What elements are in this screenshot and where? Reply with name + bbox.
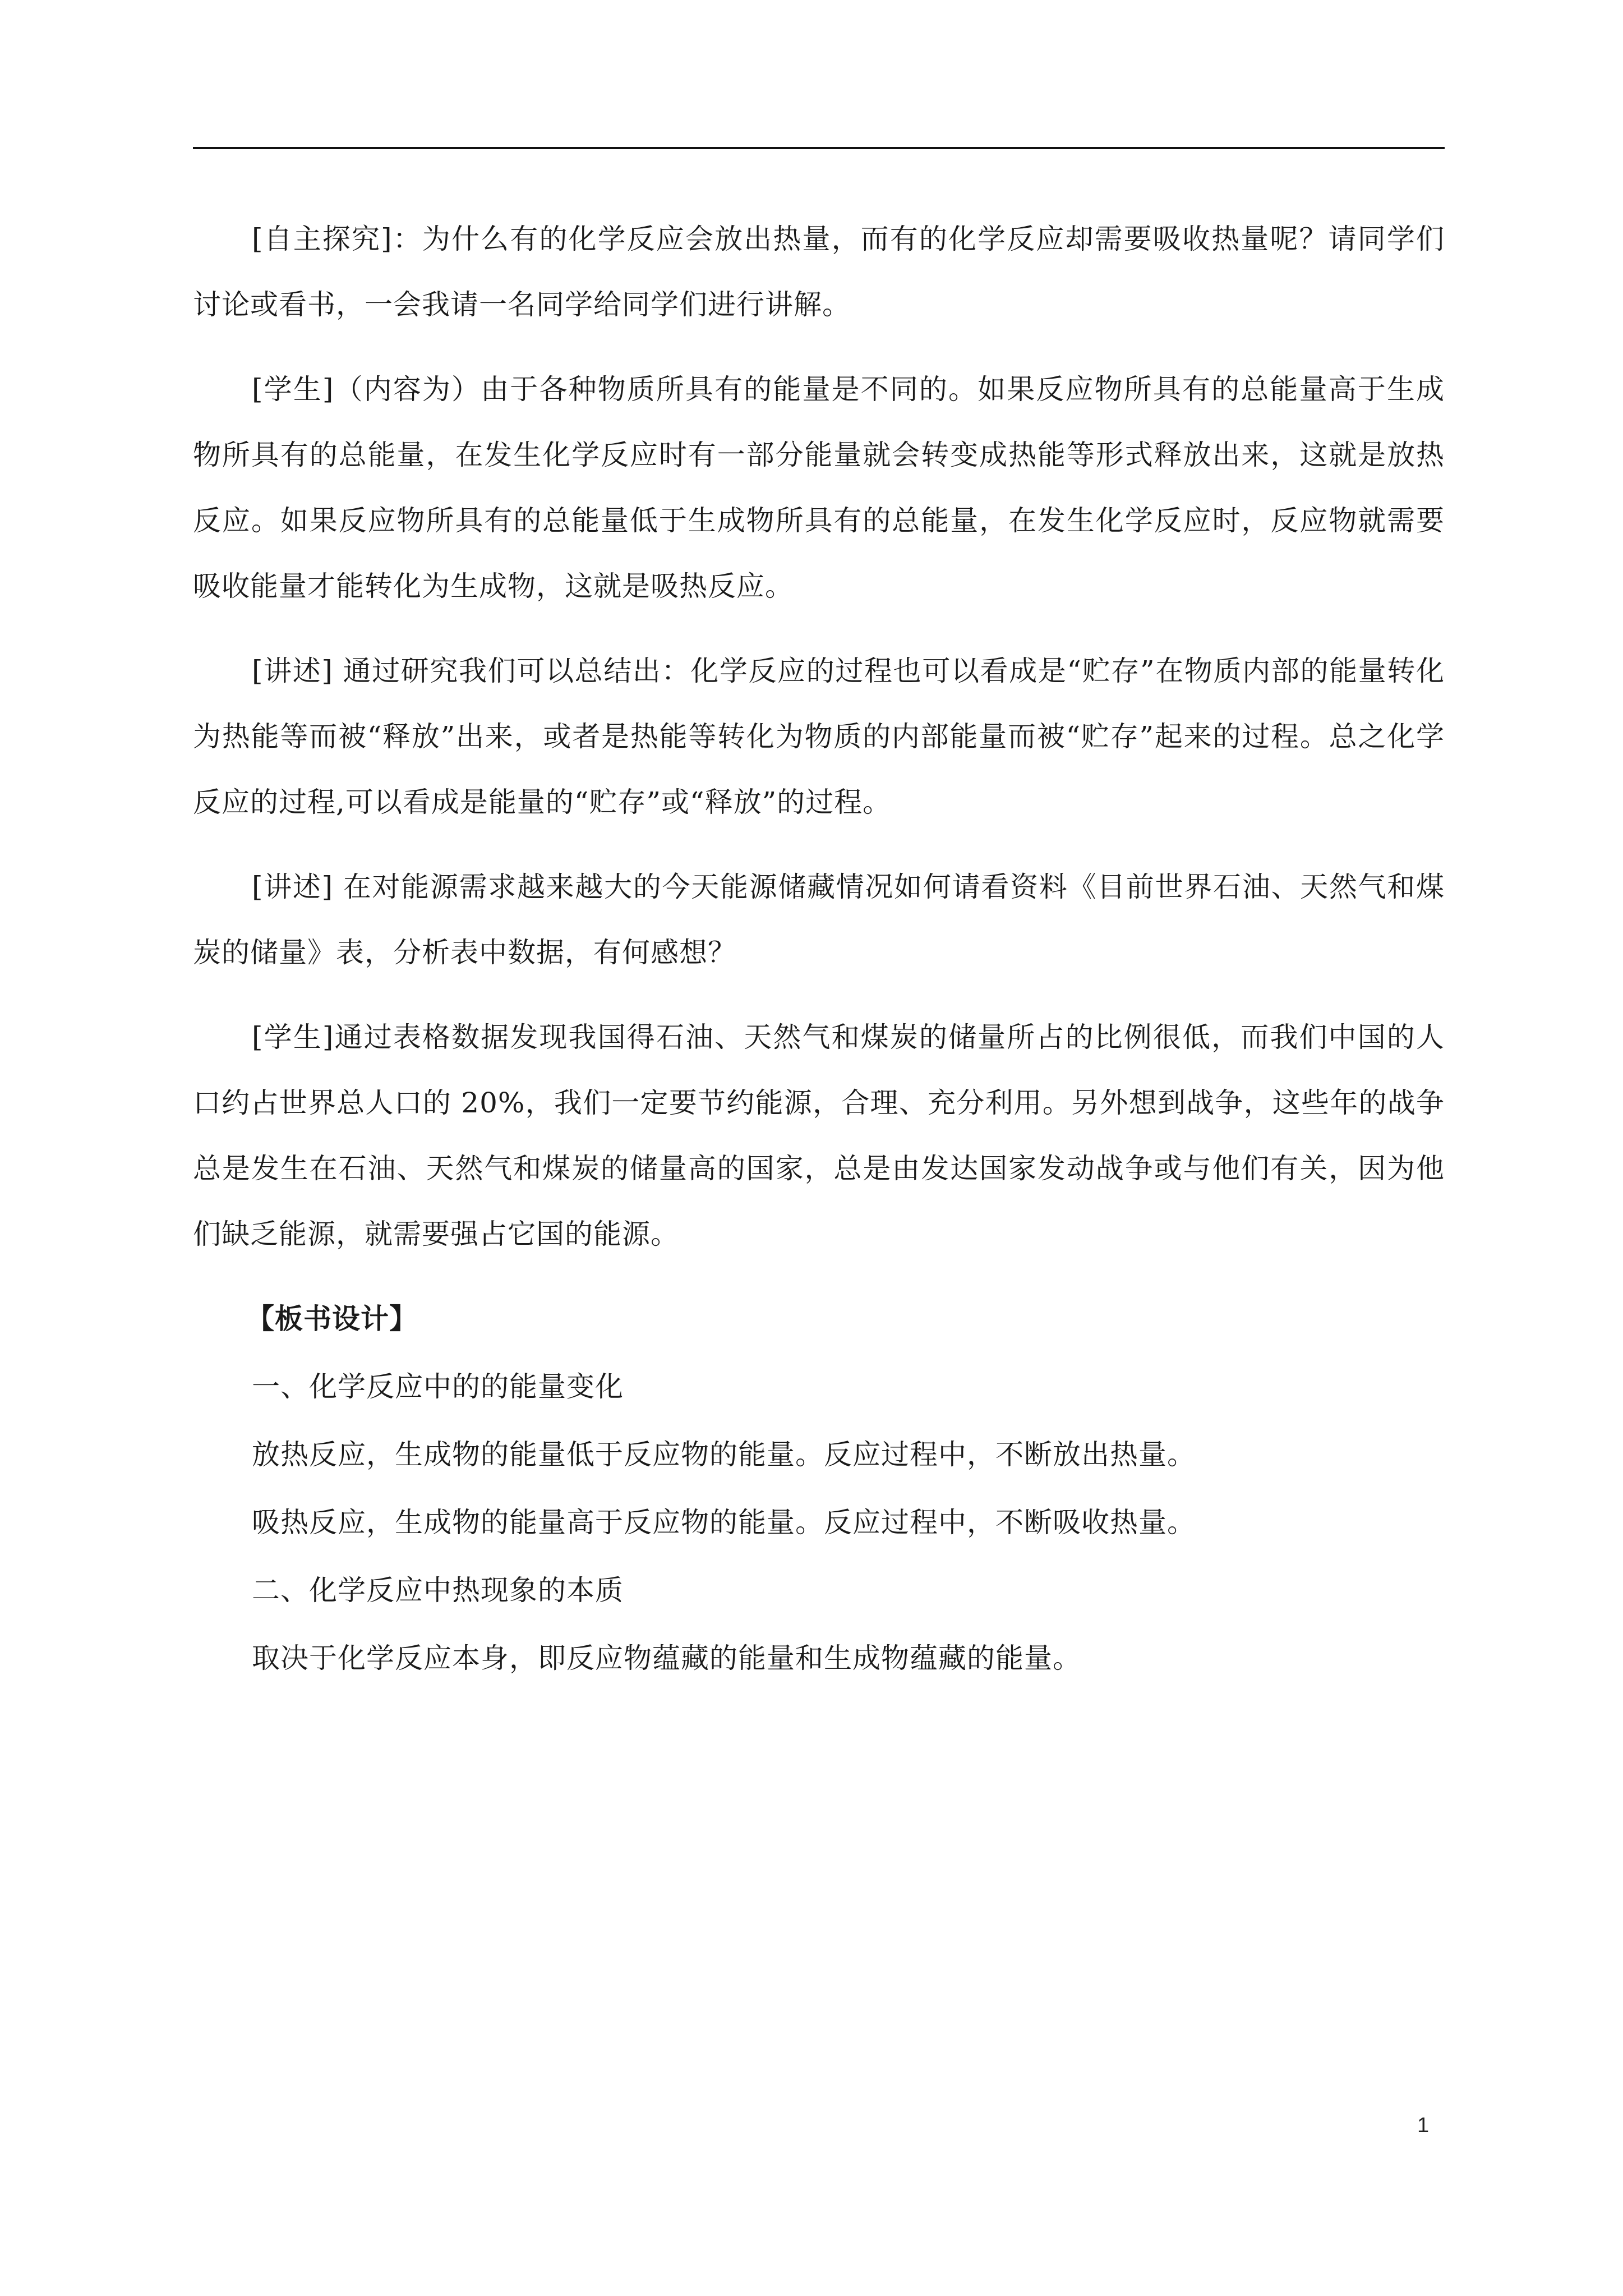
header-rule xyxy=(193,147,1445,149)
page-content xyxy=(193,206,1445,1691)
page-number: 1 xyxy=(1417,2114,1430,2137)
board-line-4: 二、化学反应中热现象的本质 xyxy=(252,1574,624,1607)
board-line-2: 放热反应，生成物的能量低于反应物的能量。反应过程中，不断放出热量。 xyxy=(252,1438,1196,1471)
board-design-section xyxy=(193,1286,1445,1691)
board-line-3: 吸热反应，生成物的能量高于反应物的能量。反应过程中，不断吸收热量。 xyxy=(252,1506,1196,1539)
paragraph-student-reflection: [学生]通过表格数据发现我国得石油、天然气和煤炭的储量所占的比例很低，而我们中国的人口约占世界总人口的 20%，我们一定要节约能源，合理、充分利用。另外想到战争，这些年的战争总是发生在石油、天然气和煤炭的储量高的国家，总是由发达国家发动战争或与他们有关，因为他们缺乏能源，就需要强占它国的能源。 xyxy=(193,1021,1445,1250)
paragraph-lecture-summary: [讲述] 通过研究我们可以总结出：化学反应的过程也可以看成是“贮存”在物质内部的能量转化为热能等而被“释放”出来，或者是热能等转化为物质的内部能量而被“贮存”起来的过程。总之化学反应的过程,可以看成是能量的“贮存”或“释放”的过程。 xyxy=(193,655,1445,818)
board-line-1: 一、化学反应中的的能量变化 xyxy=(252,1370,624,1403)
board-line-5: 取决于化学反应本身，即反应物蕴藏的能量和生成物蕴藏的能量。 xyxy=(252,1642,1081,1674)
paragraph-self-inquiry: [自主探究]：为什么有的化学反应会放出热量，而有的化学反应却需要吸收热量呢？请同学们讨论或看书，一会我请一名同学给同学们进行讲解。 xyxy=(193,223,1445,321)
paragraph-lecture-energy-reserves: [讲述] 在对能源需求越来越大的今天能源储藏情况如何请看资料《目前世界石油、天然气和煤炭的储量》表，分析表中数据，有何感想？ xyxy=(193,871,1445,969)
board-design-heading: 【板书设计】 xyxy=(246,1303,418,1335)
paragraph-student-explanation: [学生]（内容为）由于各种物质所具有的能量是不同的。如果反应物所具有的总能量高于生成物所具有的总能量，在发生化学反应时有一部分能量就会转变成热能等形式释放出来，这就是放热反应。如果反应物所具有的总能量低于生成物所具有的总能量，在发生化学反应时，反应物就需要吸收能量才能转化为生成物，这就是吸热反应。 xyxy=(193,373,1445,602)
